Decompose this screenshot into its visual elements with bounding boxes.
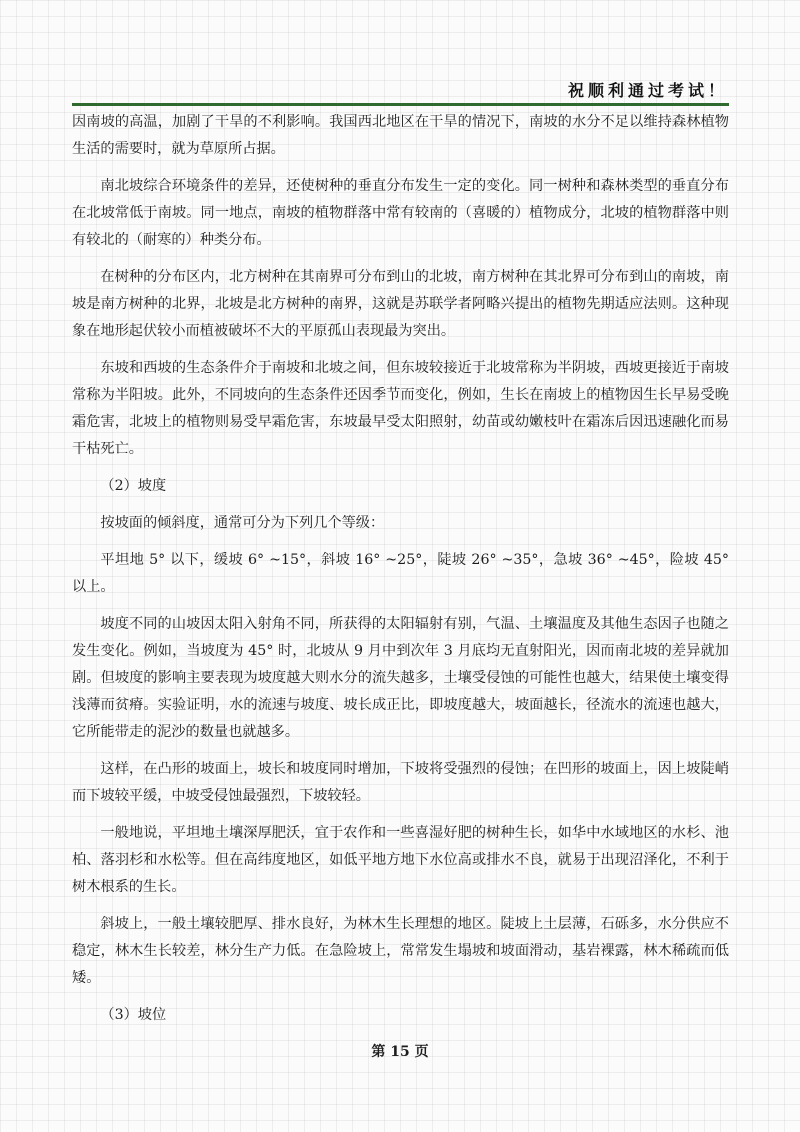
paragraph: 东坡和西坡的生态条件介于南坡和北坡之间，但东坡较接近于北坡常称为半阴坡，西坡更接近于南坡常称为半阳坡。此外，不同坡向的生态条件还因季节而变化，例如，生长在南坡上的植物因生长早易受晚霜危害，北坡上的植物则易受早霜危害，东坡最早受太阳照射，幼苗或幼嫩枝叶在霜冻后因迅速融化而易干枯死亡。 [72, 360, 729, 457]
slope-grade-list: 平坦地 5° 以下，缓坡 6° ~15°，斜坡 16° ~25°，陡坡 26° ~35°，急坡 36° ~45°，险坡 45° 以上。 [72, 552, 729, 595]
paragraph: 南北坡综合环境条件的差异，还使树种的垂直分布发生一定的变化。同一树种和森林类型的垂直分布在北坡常低于南坡。同一地点，南坡的植物群落中常有较南的（喜暖的）植物成分，北坡的植物群落中则有较北的（耐寒的）种类分布。 [72, 178, 729, 248]
paragraph: 这样，在凸形的坡面上，坡长和坡度同时增加，下坡将受强烈的侵蚀；在凹形的坡面上，因上坡陡峭而下坡较平缓，中坡受侵蚀最强烈，下坡较轻。 [72, 761, 729, 804]
page-number: 第 15 页 [371, 1044, 429, 1060]
section-heading-slope-gradient: （2）坡度 [100, 478, 167, 494]
paragraph: 一般地说，平坦地土壤深厚肥沃，宜于农作和一些喜湿好肥的树种生长，如华中水域地区的水杉、池柏、落羽杉和水松等。但在高纬度地区，如低平地方地下水位高或排水不良，就易于出现沼泽化，不利于树木根系的生长。 [72, 825, 729, 895]
paragraph: 按坡面的倾斜度，通常可分为下列几个等级： [100, 515, 385, 531]
paragraph: 坡度不同的山坡因太阳入射角不同，所获得的太阳辐射有别，气温、土壤温度及其他生态因子也随之发生变化。例如，当坡度为 45° 时，北坡从 9 月中到次年 3 月底均无直射阳光，因而南北坡的差异就加剧。但坡度的影响主要表现为坡度越大则水分的流失越多，土壤受侵蚀的可能性也越大，结果使土壤变得浅薄而贫瘠。实验证明，水的流速与坡度、坡长成正比，即坡度越大，坡面越长，径流水的流速也越大，它所能带走的泥沙的数量也就越多。 [72, 616, 729, 740]
paragraph: 斜坡上，一般土壤较肥厚、排水良好，为林木生长理想的地区。陡坡上土层薄，石砾多，水分供应不稳定，林木生长较差，林分生产力低。在急险坡上，常常发生塌坡和坡面滑动，基岩裸露，林木稀疏而低矮。 [72, 916, 729, 986]
paragraph: 在树种的分布区内，北方树种在其南界可分布到山的北坡，南方树种在其北界可分布到山的南坡，南坡是南方树种的北界，北坡是北方树种的南界，这就是苏联学者阿略兴提出的植物先期适应法则。这种现象在地形起伏较小而植被破坏不大的平原孤山表现最为突出。 [72, 269, 729, 339]
document-body [72, 109, 729, 1039]
paragraph-continued: 因南坡的高温，加剧了干旱的不利影响。我国西北地区在干旱的情况下，南坡的水分不足以维持森林植物生活的需要时，就为草原所占据。 [72, 114, 729, 157]
header-divider [72, 103, 729, 106]
section-heading-slope-position: （3）坡位 [100, 1007, 167, 1023]
header-slogan: 祝顺利通过考试！ [567, 81, 728, 100]
